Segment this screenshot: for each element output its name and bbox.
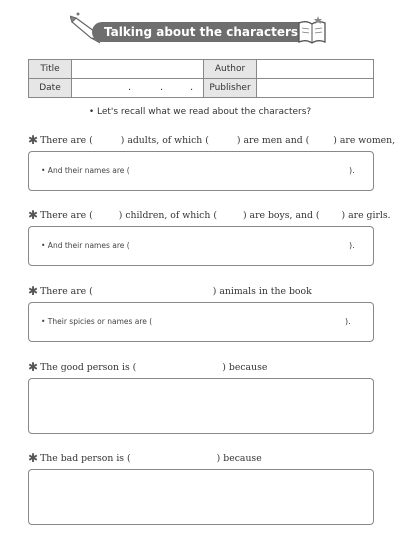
intro-instruction: • Let's recall what we read about the characters?	[88, 107, 312, 117]
question-bad-person: ✱ The bad person is ( ) because	[28, 451, 262, 465]
answer-box-bad-person[interactable]	[28, 469, 374, 525]
book-info-table	[28, 59, 374, 98]
asterisk-icon: ✱	[28, 451, 39, 465]
answer-prompt: • And their names are (	[41, 241, 130, 250]
answer-box-children[interactable]	[28, 226, 374, 266]
asterisk-icon: ✱	[28, 284, 39, 298]
page-title: Talking about the characters	[103, 25, 299, 39]
publisher-label: Publisher	[204, 79, 257, 98]
title-field[interactable]	[72, 60, 204, 79]
page-title-banner	[92, 22, 310, 42]
answer-box-adults[interactable]	[28, 151, 374, 191]
date-dot: .	[190, 82, 194, 93]
date-field[interactable]	[72, 79, 204, 98]
asterisk-icon: ✱	[28, 360, 39, 374]
answer-box-good-person[interactable]	[28, 378, 374, 434]
answer-close: ).	[349, 166, 355, 175]
date-dot: .	[128, 82, 132, 93]
question-good-person: ✱ The good person is ( ) because	[28, 360, 268, 374]
answer-close: ).	[349, 241, 355, 250]
date-dot: .	[160, 82, 164, 93]
book-icon	[296, 14, 328, 46]
answer-close: ).	[345, 317, 351, 326]
publisher-field[interactable]	[257, 79, 374, 98]
date-label: Date	[29, 79, 72, 98]
answer-prompt: • And their names are (	[41, 166, 130, 175]
title-label: Title	[29, 60, 72, 79]
asterisk-icon: ✱	[28, 208, 39, 222]
author-field[interactable]	[257, 60, 374, 79]
answer-box-animals[interactable]	[28, 302, 374, 342]
asterisk-icon: ✱	[28, 133, 39, 147]
question-children: ✱ There are ( ) children, of which ( ) are boys, and ( ) are girls.	[28, 208, 391, 222]
answer-prompt: • Their spicies or names are (	[41, 317, 153, 326]
author-label: Author	[204, 60, 257, 79]
question-animals: ✱ There are ( ) animals in the book	[28, 284, 312, 298]
question-adults: ✱ There are ( ) adults, of which ( ) are men and ( ) are women,	[28, 133, 396, 147]
